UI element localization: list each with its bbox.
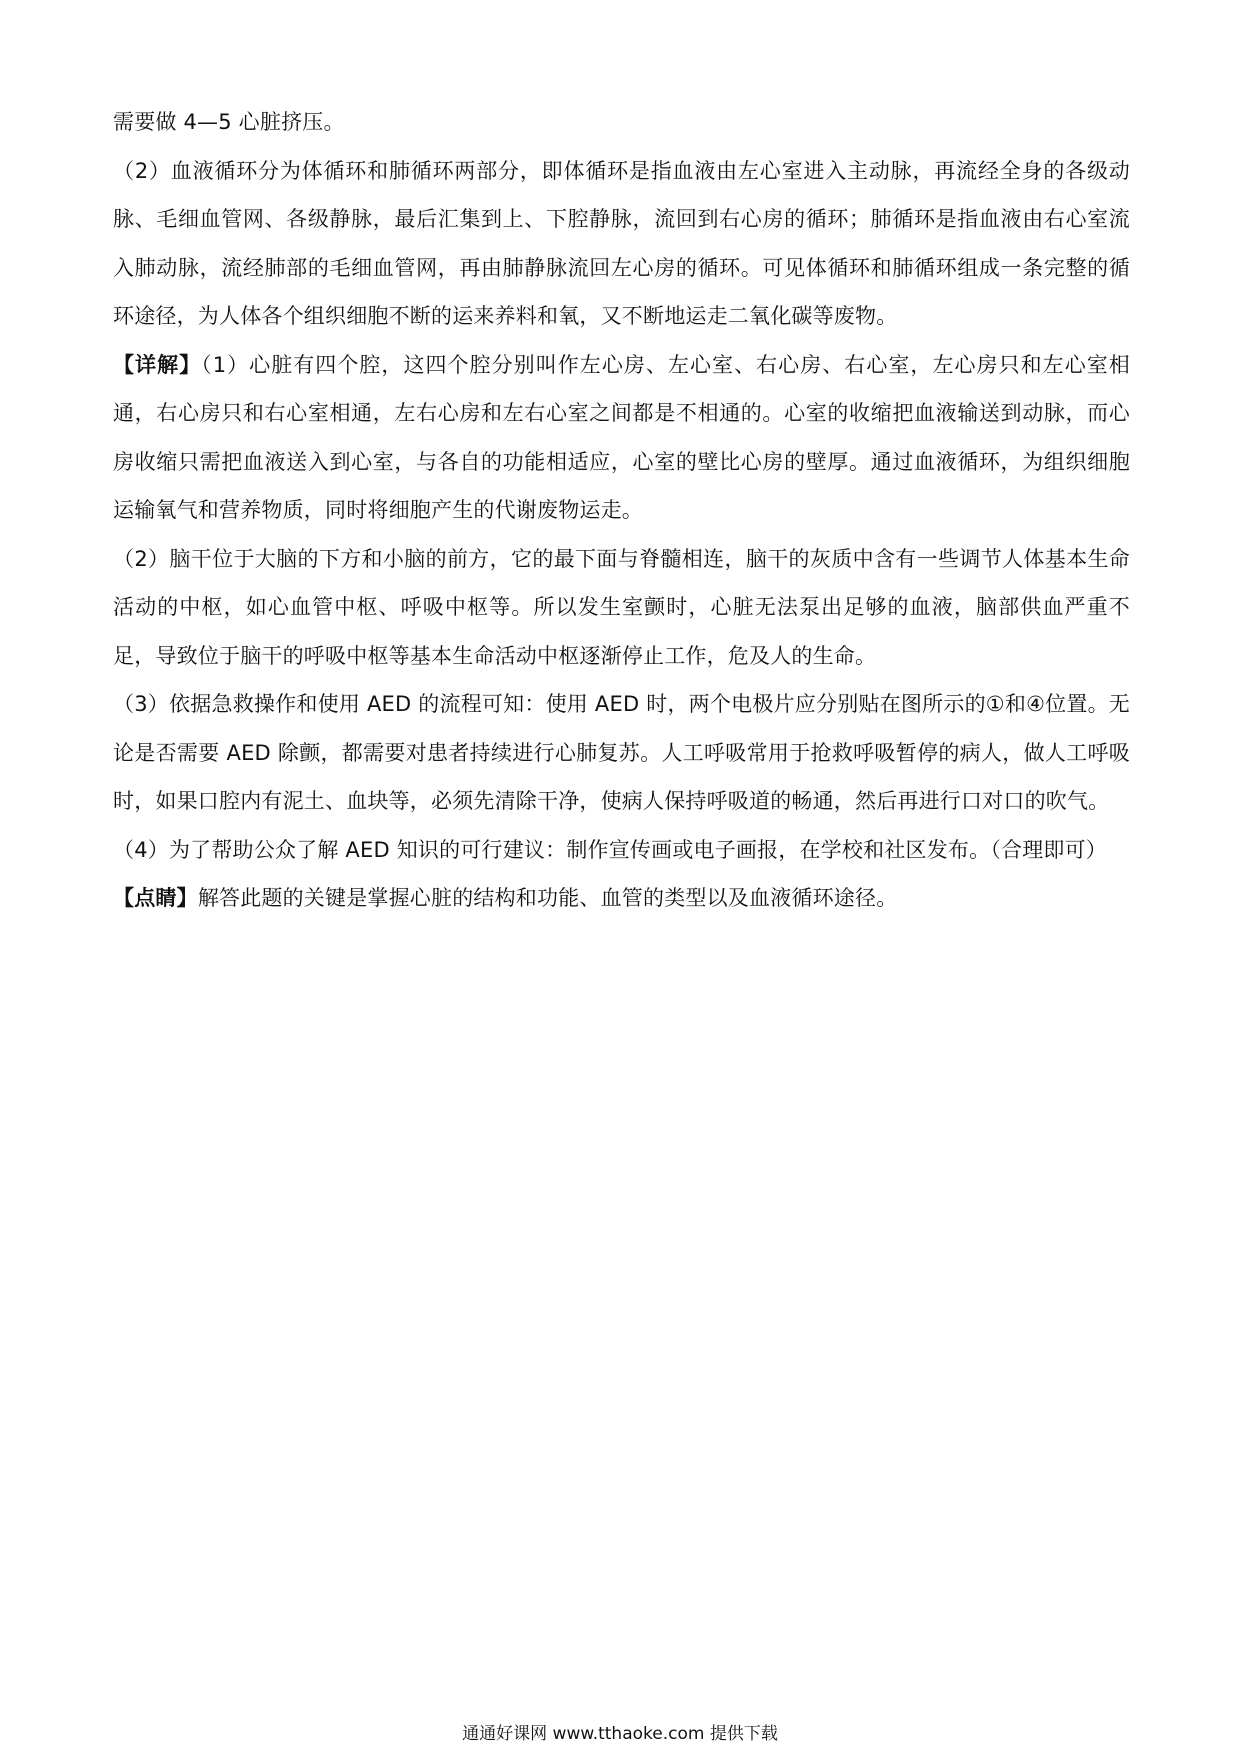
- paragraph-detail-3: [113, 680, 1130, 826]
- detail-tag: 【详解】: [113, 352, 202, 377]
- paragraph-continuation: [113, 98, 1130, 147]
- paragraph-text: 解答此题的关键是掌握心脏的结构和功能、血管的类型以及血液循环途径。: [197, 886, 898, 910]
- paragraph-text: （1）心脏有四个腔，这四个腔分别叫作左心房、左心室、右心房、右心室，左心房只和左心室相通，右心房只和右心室相通，左右心房和左右心室之间都是不相通的。心室的收缩把血液输送到动脉，而心房收缩只需把血液送入到心室，与各自的功能相适应，心室的壁比心房的壁厚。通过血液循环，为组织细胞运输氧气和营养物质，同时将细胞产生的代谢废物运走。: [113, 352, 1130, 522]
- paragraph-detail-4: [113, 826, 1130, 875]
- page-footer: 通通好课网 www.tthaoke.com 提供下载: [462, 1724, 778, 1744]
- paragraph-detail-2: [113, 535, 1130, 681]
- paragraph-key-point: [113, 874, 1130, 923]
- paragraph-text: （3）依据急救操作和使用 AED 的流程可知：使用 AED 时，两个电极片应分别贴在图所示的①和④位置。无论是否需要 AED 除颤，都需要对患者持续进行心肺复苏。人工呼吸常用于抢救呼吸暂停的病人，做人工呼吸时，如果口腔内有泥土、血块等，必须先清除干净，使病人保持呼吸道的畅通，然后再进行口对口的吹气。: [113, 692, 1130, 813]
- key-point-tag: 【点睛】: [113, 886, 198, 910]
- paragraph-blood-circulation: [113, 147, 1130, 341]
- paragraph-text: （2）脑干位于大脑的下方和小脑的前方，它的最下面与脊髓相连，脑干的灰质中含有一些调节人体基本生命活动的中枢，如心血管中枢、呼吸中枢等。所以发生室颤时，心脏无法泵出足够的血液，脑部供血严重不足，导致位于脑干的呼吸中枢等基本生命活动中枢逐渐停止工作，危及人的生命。: [113, 546, 1130, 668]
- paragraph-text: （2）血液循环分为体循环和肺循环两部分，即体循环是指血液由左心室进入主动脉，再流经全身的各级动脉、毛细血管网、各级静脉，最后汇集到上、下腔静脉，流回到右心房的循环；肺循环是指血液由右心室流入肺动脉，流经肺部的毛细血管网，再由肺静脉流回左心房的循环。可见体循环和肺循环组成一条完整的循环途径，为人体各个组织细胞不断的运来养料和氧，又不断地运走二氧化碳等废物。: [113, 158, 1130, 328]
- document-body: [113, 98, 1130, 923]
- paragraph-detail-1: [113, 341, 1130, 535]
- paragraph-text: （4）为了帮助公众了解 AED 知识的可行建议：制作宣传画或电子画报，在学校和社区发布。（合理即可）: [113, 837, 1108, 862]
- paragraph-text: 需要做 4—5 心脏挤压。: [113, 110, 345, 134]
